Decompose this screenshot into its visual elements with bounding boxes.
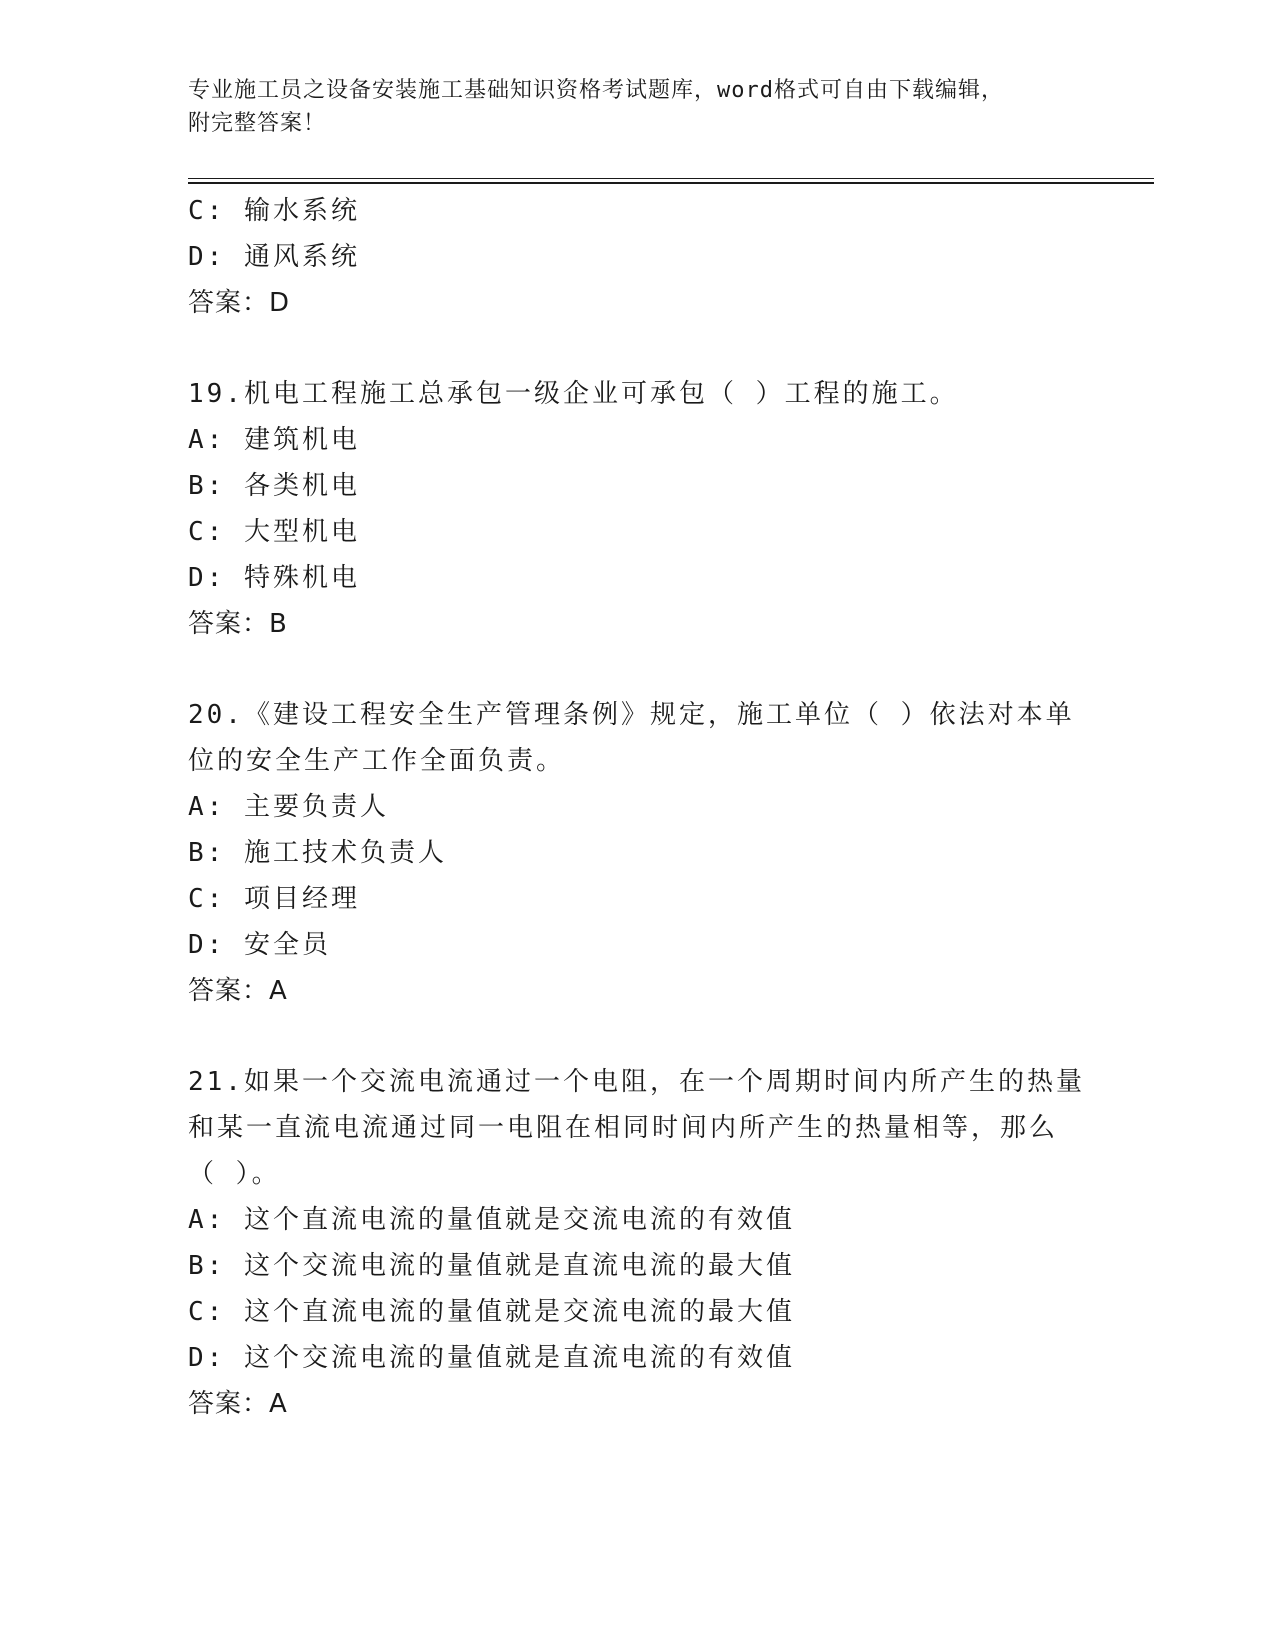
question-19 [188, 371, 1088, 647]
question-stem: 20.《建设工程安全生产管理条例》规定，施工单位（ ）依法对本单 [188, 700, 1075, 730]
header-divider-thin [188, 178, 1154, 179]
header-line-2: 附完整答案！ [188, 111, 327, 136]
question-21 [188, 1059, 1088, 1427]
question-stem: 21.如果一个交流电流通过一个电阻，在一个周期时间内所产生的热量 [188, 1067, 1085, 1097]
header-line-1: 专业施工员之设备安装施工基础知识资格考试题库，word格式可自由下载编辑， [188, 78, 1004, 103]
option-d: D: 这个交流电流的量值就是直流电流的有效值 [188, 1343, 795, 1373]
document-header [188, 74, 1088, 140]
question-stem: （ ）。 [188, 1159, 281, 1189]
question-20 [188, 692, 1088, 1014]
question-stem: 位的安全生产工作全面负责。 [188, 746, 566, 776]
question-content [188, 188, 1088, 1427]
option-d: D: 特殊机电 [188, 563, 360, 593]
option-d: D: 通风系统 [188, 242, 360, 272]
spacer [188, 1014, 1088, 1059]
option-c: C: 项目经理 [188, 884, 360, 914]
answer-line: 答案：D [188, 288, 291, 318]
question-stem: 和某一直流电流通过同一电阻在相同时间内所产生的热量相等，那么 [188, 1113, 1059, 1143]
option-c: C: 这个直流电流的量值就是交流电流的最大值 [188, 1297, 795, 1327]
answer-line: 答案：B [188, 609, 288, 639]
option-b: B: 这个交流电流的量值就是直流电流的最大值 [188, 1251, 795, 1281]
spacer [188, 326, 1088, 371]
previous-question-tail [188, 188, 1088, 326]
spacer [188, 647, 1088, 692]
option-a: A: 主要负责人 [188, 792, 389, 822]
answer-line: 答案：A [188, 976, 288, 1006]
option-a: A: 建筑机电 [188, 425, 360, 455]
option-a: A: 这个直流电流的量值就是交流电流的有效值 [188, 1205, 795, 1235]
answer-line: 答案：A [188, 1389, 288, 1419]
header-divider-thick [188, 182, 1154, 184]
option-c: C: 大型机电 [188, 517, 360, 547]
option-b: B: 各类机电 [188, 471, 360, 501]
option-d: D: 安全员 [188, 930, 331, 960]
option-b: B: 施工技术负责人 [188, 838, 447, 868]
option-c: C: 输水系统 [188, 196, 360, 226]
question-stem: 19.机电工程施工总承包一级企业可承包（ ）工程的施工。 [188, 379, 959, 409]
